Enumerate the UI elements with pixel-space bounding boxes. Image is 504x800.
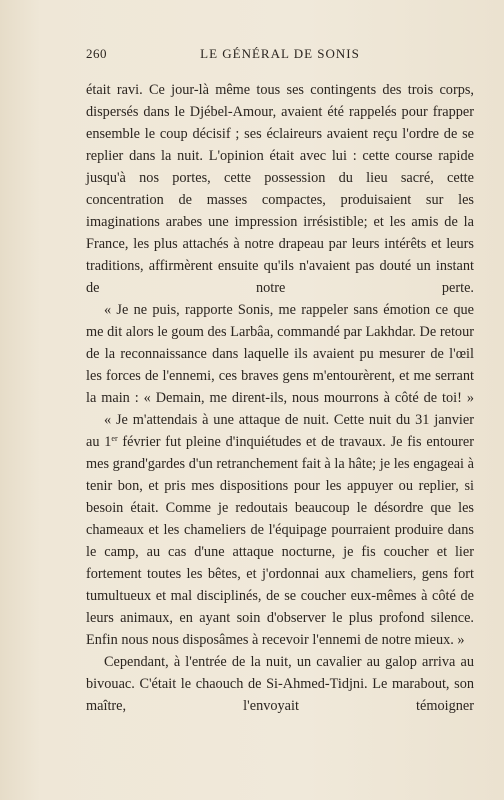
paragraph: « Je ne puis, rapporte Sonis, me rappeler sans émotion ce que me dit alors le goum des Larbâa, commandé par Lakhdar. De retour de la reconnaissance dans laquelle ils avaient pu mesurer de l'œil les forces de l'ennemi, ces braves gens m'entourèrent, et me serrant la main : « Demain, me dirent-ils, nous mourrons à côté de toi! »	[86, 302, 474, 406]
paragraph: Cependant, à l'entrée de la nuit, un cavalier au galop arriva au bivouac. C'était le chaouch de Si-Ahmed-Tidjni. Le marabout, son maître, l'envoyait témoigner	[86, 654, 474, 714]
running-title: LE GÉNÉRAL DE SONIS	[200, 46, 360, 61]
paragraph	[86, 409, 474, 651]
body-text	[86, 79, 474, 717]
paragraph-text: février fut pleine d'inquiétudes et de travaux. Je fis entourer mes grand'gardes d'un retranchement fait à la hâte; je les engageai à tenir bon, et pris mes dispositions pour les appuyer ou replier, si besoin était. Comme je redoutais beaucoup le désordre que les chameaux et les chameliers de l'équipage pourraient produire dans le camp, au cas d'une attaque nocturne, je fis coucher et lier fortement toutes les bêtes, et j'ordonnai aux chameliers, gens fort tumultueux et mal disciplinés, de se coucher eux-mêmes à côté de leurs animaux, en ayant soin d'observer le plus profond silence. Enfin nous nous disposâmes à recevoir l'ennemi de notre mieux. »	[86, 434, 474, 648]
running-head	[86, 46, 474, 66]
paragraph: était ravi. Ce jour-là même tous ses contingents des trois corps, dispersés dans le Djébel-Amour, avaient été rappelés pour frapper ensemble le coup décisif ; ses éclaireurs avaient reçu l'ordre de se replier dans la nuit. L'opinion était avec lui : cette course rapide jusqu'à nos portes, cette possession du lieu sacré, cette concentration de masses compactes, produisaient sur les imaginations arabes une impression irrésistible; et les amis de la France, les plus attachés à notre drapeau par leurs intérêts et leurs traditions, affirmèrent ensuite qu'ils n'avaient pas douté un instant de notre perte.	[86, 82, 474, 296]
paragraph-text: « Je m'attendais à une attaque de nuit. Cette nuit du 31 janvier au 1	[86, 412, 474, 450]
page-number: 260	[86, 46, 107, 61]
superscript: er	[111, 434, 118, 443]
